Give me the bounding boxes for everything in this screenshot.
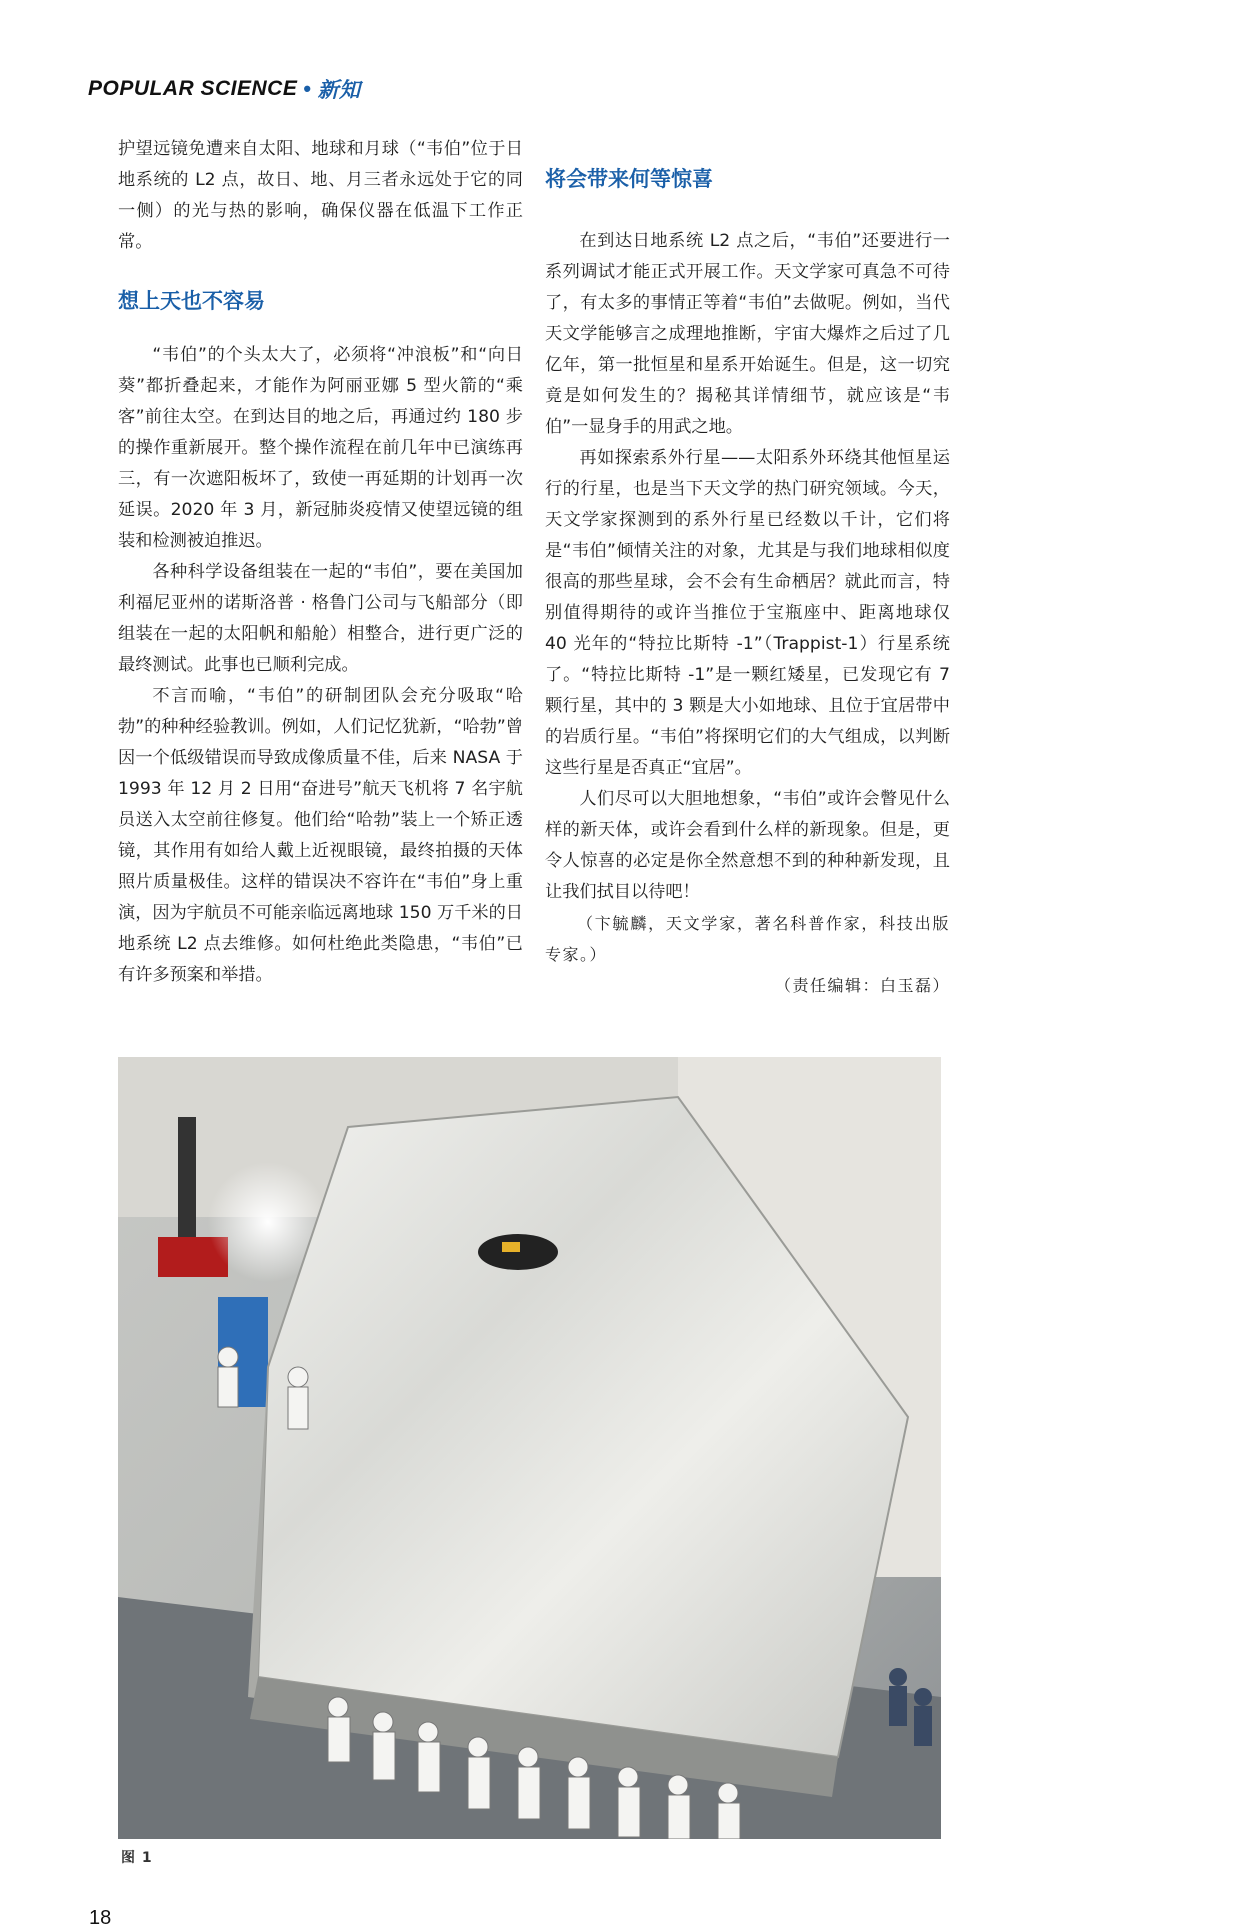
body-paragraph: 人们尽可以大胆地想象，“韦伯”或许会瞥见什么样的新天体，或许会看到什么样的新现象。但是，更令人惊喜的必定是你全然意想不到的种种新发现，且让我们拭目以待吧！ <box>545 789 950 902</box>
intro-paragraph: 护望远镜免遭来自太阳、地球和月球（“韦伯”位于日地系统的 L2 点，故日、地、月三者永远处于它的同一侧）的光与热的影响，确保仪器在低温下工作正常。 <box>118 139 523 252</box>
magazine-header <box>88 72 361 106</box>
left-column <box>118 134 523 991</box>
section-heading: 将会带来何等惊喜 <box>545 167 713 191</box>
section-heading: 想上天也不容易 <box>118 289 265 313</box>
photo-credit: 图 1 <box>121 1850 153 1866</box>
body-paragraph: 在到达日地系统 L2 点之后，“韦伯”还要进行一系列调试才能正式开展工作。天文学家可真急不可待了，有太多的事情正等着“韦伯”去做呢。例如，当代天文学能够言之成理地推断，宇宙大爆炸之后过了几亿年，第一批恒星和星系开始诞生。但是，这一切究竟是如何发生的？揭秘其详情细节，就应该是“韦伯”一显身手的用武之地。 <box>545 231 950 437</box>
body-paragraph: 不言而喻，“韦伯”的研制团队会充分吸取“哈勃”的种种经验教训。例如，人们记忆犹新，“哈勃”曾因一个低级错误而导致成像质量不佳，后来 NASA 于 1993 年 12 月 2 日用“奋进号”航天飞机将 7 名宇航员送入太空前往修复。他们给“哈勃”装上一个矫正透镜，其作用有如给人戴上近视眼镜，最终拍摄的天体照片质量极佳。这样的错误决不容许在“韦伯”身上重演，因为宇航员不可能亲临远离地球 150 万千米的日地系统 L2 点去维修。如何杜绝此类隐患，“韦伯”已有许多预案和举措。 <box>118 686 523 985</box>
brand-name: POPULAR SCIENCE <box>88 77 298 100</box>
page-number: 18 <box>89 1907 112 1929</box>
right-column <box>545 162 950 1001</box>
sunshield-photo <box>118 1057 941 1839</box>
photo-illustration <box>118 1057 941 1839</box>
body-paragraph: “韦伯”的个头太大了，必须将“冲浪板”和“向日葵”都折叠起来，才能作为阿丽亚娜 5 型火箭的“乘客”前往太空。在到达目的地之后，再通过约 180 步的操作重新展开。整个操作流程在前几年中已演练再三，有一次遮阳板坏了，致使一再延期的计划再一次延误。2020 年 3 月，新冠肺炎疫情又使望远镜的组装和检测被迫推迟。 <box>118 345 523 551</box>
body-paragraph: 再如探索系外行星——太阳系外环绕其他恒星运行的行星，也是当下天文学的热门研究领域。今天，天文学家探测到的系外行星已经数以千计，它们将是“韦伯”倾情关注的对象，尤其是与我们地球相似度很高的那些星球，会不会有生命栖居？就此而言，特别值得期待的或许当推位于宝瓶座中、距离地球仅 40 光年的“特拉比斯特 -1”（Trappist-1）行星系统了。“特拉比斯特 -1”是一颗红矮星，已发现它有 7 颗行星，其中的 3 颗是大小如地球、且位于宜居带中的岩质行星。“韦伯”将探明它们的大气组成，以判断这些行星是否真正“宜居”。 <box>545 448 950 778</box>
author-note: （卞毓麟，天文学家，著名科普作家，科技出版专家。） <box>545 914 950 964</box>
header-dot: • <box>303 76 312 101</box>
body-paragraph: 各种科学设备组装在一起的“韦伯”，要在美国加利福尼亚州的诺斯洛普 · 格鲁门公司与飞船部分（即组装在一起的太阳帆和船舱）相整合，进行更广泛的最终测试。此事也已顺利完成。 <box>118 562 523 675</box>
editor-note: （责任编辑：白玉磊） <box>774 976 950 995</box>
section-name: 新知 <box>317 79 361 102</box>
